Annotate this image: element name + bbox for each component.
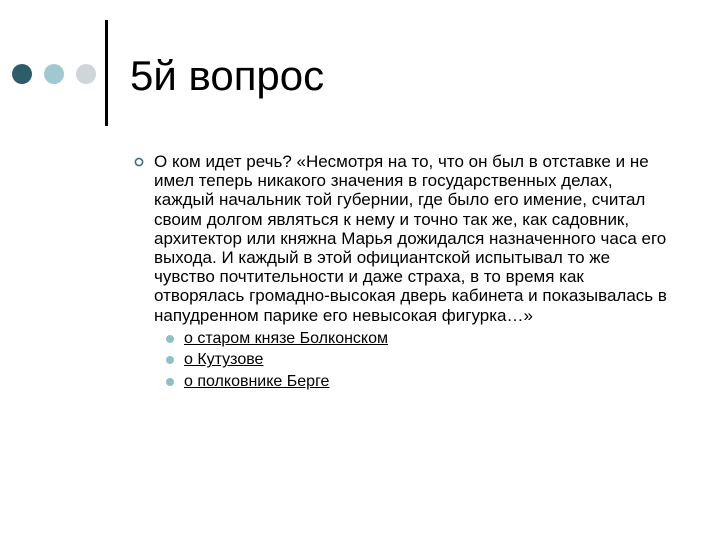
answer-link-3[interactable]: о полковнике Берге <box>184 372 330 390</box>
answer-link-2[interactable]: о Кутузове <box>184 351 264 369</box>
filled-circle-bullet-icon <box>166 335 174 343</box>
answer-options <box>132 328 672 393</box>
answer-option-2[interactable] <box>166 349 672 371</box>
slide-body <box>132 152 672 392</box>
filled-circle-bullet-icon <box>166 356 174 364</box>
answer-option-3[interactable] <box>166 371 672 393</box>
slide-title: 5й вопрос <box>130 52 325 99</box>
title-divider <box>105 20 108 126</box>
dark-dot-icon <box>12 64 32 84</box>
filled-circle-bullet-icon <box>166 378 174 386</box>
open-circle-bullet-icon <box>134 157 144 167</box>
light-dot-icon <box>76 64 96 84</box>
mid-dot-icon <box>44 64 64 84</box>
answer-option-1[interactable] <box>166 328 672 350</box>
question-text: О ком идет речь? «Несмотря на то, что он был в отставке и не имел теперь никакого значения в государственных делах, каждый начальник той губернии, где было его имение, считал своим долгом являться к нему и точно так же, как садовник, архитектор или княжна Марья дожидался назначенного часа его выхода. И каждый в этой официантской испытывал то же чувство почтительности и даже страха, в то время как отворялась громадно-высокая дверь кабинета и показывалась в напудренном парике его невысокая фигурка…» <box>154 152 667 325</box>
answer-link-1[interactable]: о старом князе Болконском <box>184 329 389 347</box>
decorative-dots <box>12 64 96 86</box>
